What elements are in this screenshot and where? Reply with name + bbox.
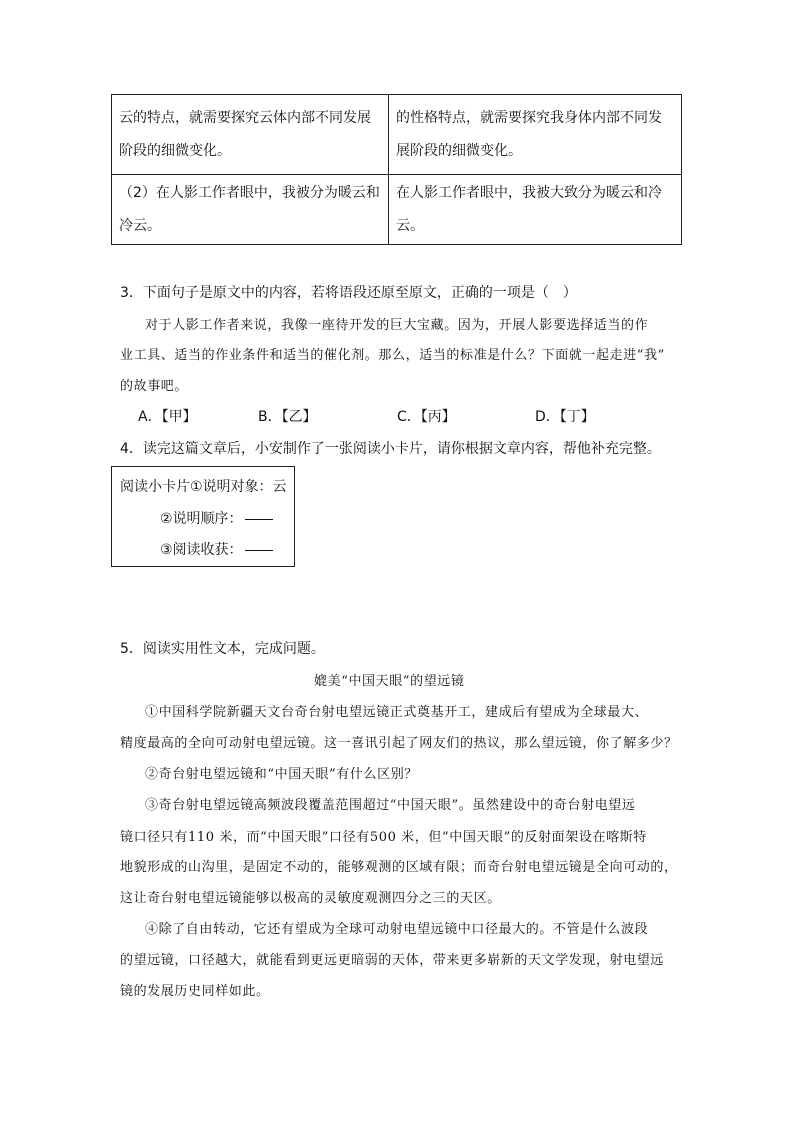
option-c[interactable]: C．【丙】 [397,409,456,425]
article-line: ③奇台射电望远镜高频波段覆盖范围超过“中国天眼”。虽然建设中的奇台射电望远 [145,798,636,813]
q3-passage-line: 对于人影工作者来说，我像一座待开发的巨大宝藏。因为，开展人影要选择适当的作 [145,318,649,333]
article-line: 镜口径只有110 米，而“中国天眼”口径有500 米，但“中国天眼”的反射面架设在喀斯特 [120,830,647,845]
answer-blank[interactable] [245,518,273,520]
article-line: 镜的发展历史同样如此。 [120,984,270,999]
article-line: 的望远镜，口径越大，就能看到更远更暗弱的天体，带来更多崭新的天文学发现，射电望远 [120,953,665,968]
card-item-1: ①说明对象：云 [190,479,287,495]
article-line: 精度最高的全向可动射电望远镜。这一喜讯引起了网友们的热议，那么望远镜，你了解多少？ [120,736,678,751]
table-row [112,175,682,245]
answer-blank[interactable] [245,549,273,551]
table-row [112,95,682,175]
question-5-stem: 5．阅读实用性文本，完成问题。 [120,641,325,657]
table-cell: 在人影工作者眼中，我被大致分为暖云和冷云。 [389,175,682,245]
question-3-stem: 3．下面句子是原文中的内容，若将语段还原至原文，正确的一项是（ ） [120,285,577,301]
option-b[interactable]: B．【乙】 [258,409,317,425]
article-line: ①中国科学院新疆天文台奇台射电望远镜正式奠基开工，建成后有望成为全球最大、 [145,705,649,720]
article-title: 媲美“中国天眼”的望远镜 [314,674,465,689]
table-cell: 的性格特点，就需要探究我身体内部不同发展阶段的细微变化。 [389,95,682,175]
card-item-3: ③阅读收获： [160,542,243,558]
q3-passage-line: 业工具、适当的作业条件和适当的催化剂。那么，适当的标准是什么？下面就一起走进“我” [120,348,665,363]
article-line: ④除了自由转动，它还有望成为全球可动射电望远镜中口径最大的。不管是什么波段 [145,922,649,937]
card-line-3 [160,539,273,559]
q3-passage-line: 的故事吧。 [120,379,189,394]
card-title: 阅读小卡片 [120,479,190,495]
card-line-1 [120,476,287,496]
card-line-2 [160,508,273,528]
option-a[interactable]: A．【甲】 [138,409,197,425]
card-item-2: ②说明顺序： [160,511,243,527]
comparison-table [111,94,682,245]
article-line: ②奇台射电望远镜和“中国天眼”有什么区别？ [145,767,418,782]
article-line: 地貌形成的山沟里，是固定不动的，能够观测的区域有限；而奇台射电望远镜是全向可动的， [120,860,678,875]
question-4-stem: 4．读完这篇文章后，小安制作了一张阅读小卡片，请你根据文章内容，帮他补充完整。 [120,441,661,457]
option-d[interactable]: D．【丁】 [535,409,595,425]
table-cell: （2）在人影工作者眼中，我被分为暖云和冷云。 [112,175,389,245]
article-line: 这让奇台射电望远镜能够以极高的灵敏度观测四分之三的天区。 [120,891,501,906]
reading-card [111,466,295,567]
table-cell: 云的特点，就需要探究云体内部不同发展阶段的细微变化。 [112,95,389,175]
